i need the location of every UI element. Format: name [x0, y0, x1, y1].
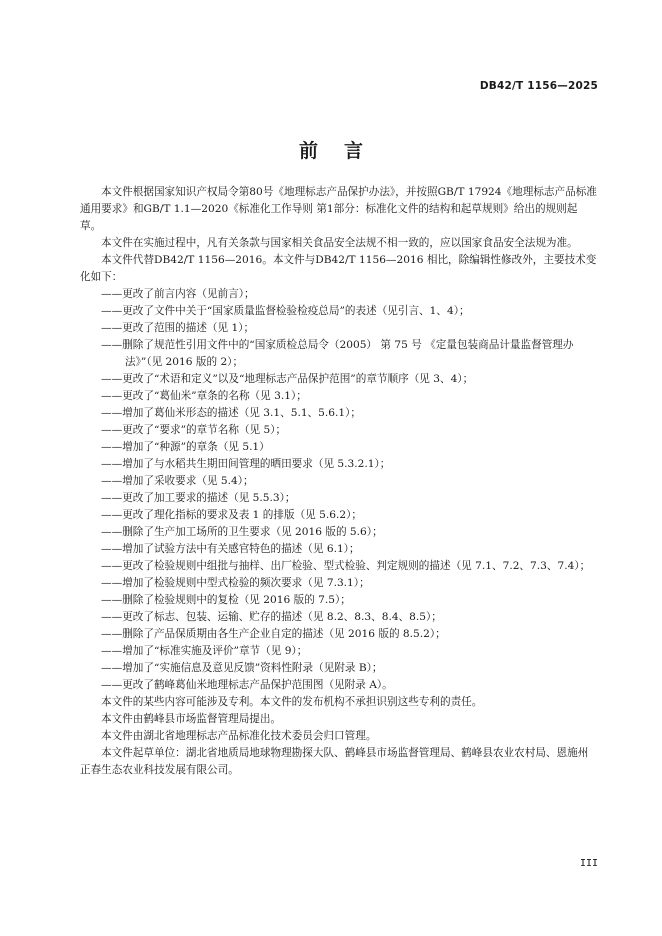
change-item: ——增加了葛仙米形态的描述（见 3.1、5.1、5.6.1）；: [101, 407, 361, 419]
change-item: ——删除了生产加工场所的卫生要求（见 2016 版的 5.6）；: [101, 526, 383, 538]
change-item: ——增加了“种源”的章条（见 5.1）: [101, 441, 270, 453]
change-item: ——增加了试验方法中有关感官特色的描述（见 6.1）；: [101, 543, 360, 555]
change-item: ——更改了加工要求的描述（见 5.5.3）；: [101, 492, 296, 504]
closing-paragraph: 本文件的某些内容可能涉及专利。本文件的发布机构不承担识别这些专利的责任。: [101, 696, 483, 708]
change-item: ——更改了“葛仙米”章条的名称（见 3.1）；: [101, 390, 307, 402]
change-item: ——更改了鹤峰葛仙米地理标志产品保护范围图（见附录 A）。: [101, 679, 393, 691]
change-item: ——更改了范围的描述（见 1）；: [101, 322, 255, 334]
change-item: ——增加了“标准实施及评价”章节（见 9）；: [101, 645, 308, 657]
change-item: ——增加了“实施信息及意见反馈”资料性附录（见附录 B）；: [101, 662, 383, 674]
closing-paragraph: 本文件由湖北省地理标志产品标准化技术委员会归口管理。: [101, 730, 377, 742]
closing-paragraph: 本文件由鹤峰县市场监督管理局提出。: [101, 713, 282, 725]
page-title: 前言: [298, 140, 389, 162]
change-item: ——更改了理化指标的要求及表 1 的排版（见 5.6.2）；: [101, 509, 362, 521]
document-body: [80, 184, 598, 779]
change-item: ——删除了产品保质期由各生产企业自定的描述（见 2016 版的 8.5.2）；: [101, 628, 446, 640]
intro-section: [80, 184, 598, 286]
closing-section: [80, 694, 598, 779]
intro-paragraph: 本文件在实施过程中，凡有关条款与国家相关食品安全法规不相一致的，应以国家食品安全法规为准。: [101, 237, 578, 249]
change-item: ——删除了检验规则中的复检（见 2016 版的 7.5）；: [101, 594, 351, 606]
change-item: ——更改了检验规则中组批与抽样、出厂检验、型式检验、判定规则的描述（见 7.1、7.2、7.3、7.4）；: [101, 560, 591, 572]
change-item: ——更改了“要求”的章节名称（见 5）；: [101, 424, 287, 436]
closing-paragraph: 本文件起草单位：湖北省地质局地球物理勘探大队、鹤峰县市场监督管理局、鹤峰县农业农村局、恩施州正春生态农业科技发展有限公司。: [80, 747, 589, 776]
intro-paragraph: 本文件代替DB42/T 1156—2016。本文件与DB42/T 1156—2016 相比，除编辑性修改外，主要技术变化如下：: [80, 254, 597, 283]
change-item: ——更改了前言内容（见前言）；: [101, 288, 255, 300]
change-item: ——更改了文件中关于“国家质量监督检验检疫总局”的表述（见引言、1、4）；: [101, 305, 470, 317]
change-item: ——更改了“术语和定义”以及“地理标志产品保护范围”的章节顺序（见 3、4）；: [101, 373, 474, 385]
change-item: ——删除了规范性引用文件中的“国家质检总局令（2005） 第 75 号 《定量包装商品计量监督管理办法》”（见 2016 版的 2）；: [101, 339, 574, 368]
page-number: III: [579, 858, 598, 869]
document-code: DB42/T 1156—2025: [479, 80, 598, 92]
change-item: ——增加了检验规则中型式检验的频次要求（见 7.3.1）；: [101, 577, 370, 589]
change-item: ——增加了与水稻共生期田间管理的晒田要求（见 5.3.2.1）；: [101, 458, 391, 470]
technical-changes-list: [80, 286, 598, 694]
intro-paragraph: 本文件根据国家知识产权局令第80号《地理标志产品保护办法》，并按照GB/T 17924《地理标志产品标准通用要求》和GB/T 1.1—2020《标准化工作导则 第1部分：标准化文件的结构和起草规则》给出的规则起草。: [80, 186, 597, 232]
change-item: ——增加了采收要求（见 5.4）；: [101, 475, 254, 487]
change-item: ——更改了标志、包装、运输、贮存的描述（见 8.2、8.3、8.4、8.5）；: [101, 611, 442, 623]
